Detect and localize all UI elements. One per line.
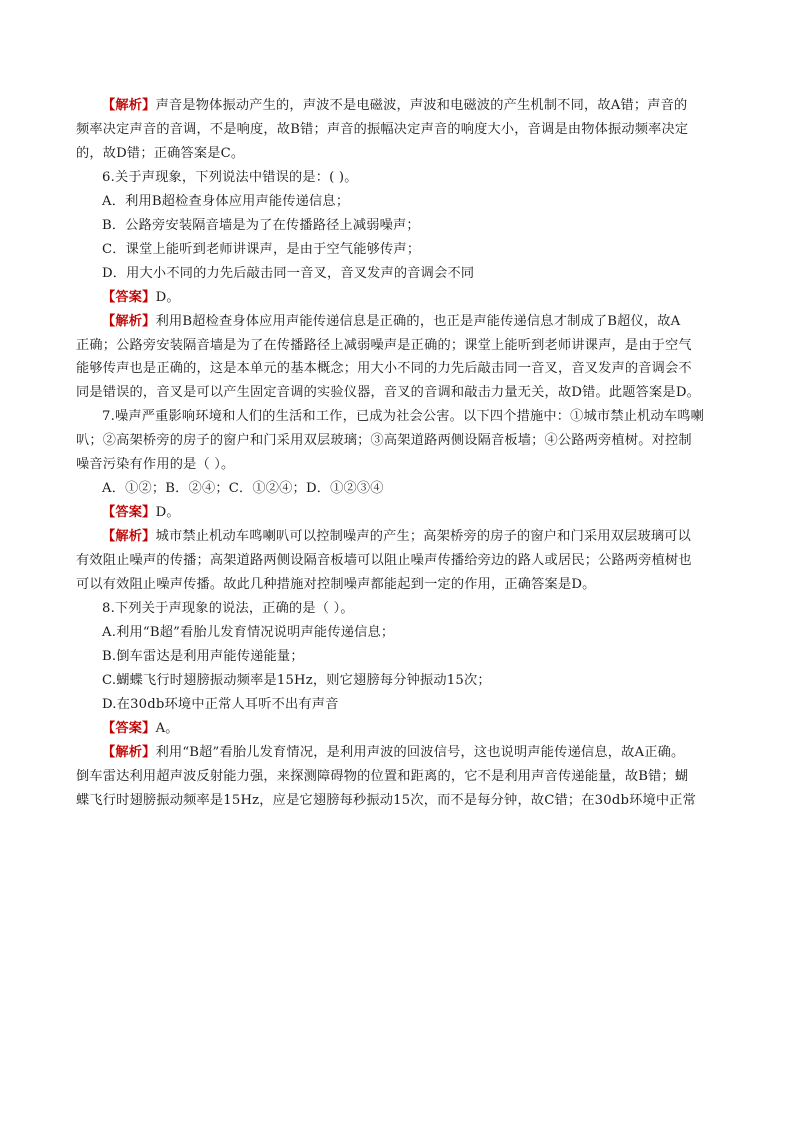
answer-tag: 【答案】 <box>102 505 156 521</box>
option-c: C．课堂上能听到老师讲课声，是由于空气能够传声； <box>102 241 421 257</box>
option-a: A.利用“B超”看胎儿发育情况说明声能传递信息； <box>102 624 395 640</box>
paragraph-line: 噪音污染有作用的是（ ）。 <box>76 457 235 473</box>
paragraph-line: 同是错误的，音叉是可以产生固定音调的实验仪器，音叉的音调和敲击力量无关，故D错。此题答案是D。 <box>76 385 700 401</box>
analysis-tag: 【解析】 <box>102 98 156 113</box>
analysis-tag: 【解析】 <box>102 313 156 329</box>
option-d: D．用大小不同的力先后敲击同一音叉，音叉发声的音调会不同 <box>102 265 475 281</box>
paragraph-line: 叭；②高架桥旁的房子的窗户和门采用双层玻璃；③高架道路两侧设隔音板墙；④公路两旁植树。对控制 <box>76 433 692 449</box>
paragraph-line: 能够传声也是正确的，这是本单元的基本概念；用大小不同的力先后敲击同一音叉，音叉发声的音调会不 <box>76 361 692 377</box>
answer-line: 【答案】D。 <box>102 505 180 521</box>
paragraph-line: 正确；公路旁安装隔音墙是为了在传播路径上减弱噪声是正确的；课堂上能听到老师讲课声，是由于空气 <box>76 337 692 353</box>
paragraph-line: 频率决定声音的音调，不是响度，故B错；声音的振幅决定声音的响度大小，音调是由物体振动频率决定 <box>76 121 689 137</box>
paragraph-line: 的，故D错；正确答案是C。 <box>76 145 245 161</box>
answer-tag: 【答案】 <box>102 289 156 305</box>
paragraph-line: 【解析】利用B超检查身体应用声能传递信息是正确的，也正是声能传递信息才制成了B超仪，故A <box>102 313 681 329</box>
answer-line: 【答案】D。 <box>102 289 180 305</box>
analysis-tag: 【解析】 <box>102 529 156 545</box>
answer-tag: 【答案】 <box>102 720 156 736</box>
paragraph-line: 【解析】利用“B超”看胎儿发育情况，是利用声波的回波信号，这也说明声能传递信息，故A正确。 <box>102 744 685 760</box>
answer-line: 【答案】A。 <box>102 720 179 736</box>
paragraph-line: 【解析】城市禁止机动车鸣喇叭可以控制噪声的产生；高架桥旁的房子的窗户和门采用双层玻璃可以 <box>102 529 692 545</box>
question-7-stem: 7.噪声严重影响环境和人们的生活和工作，已成为社会公害。以下四个措施中：①城市禁止机动车鸣喇 <box>102 409 705 425</box>
paragraph-line: 可以有效阻止噪声传播。故此几种措施对控制噪声都能起到一定的作用，正确答案是D。 <box>76 577 596 592</box>
option-c: C.蝴蝶飞行时翅膀振动频率是15Hz，则它翅膀每分钟振动15次； <box>102 672 491 688</box>
paragraph-line: 有效阻止噪声的传播；高架道路两侧设隔音板墙可以阻止噪声传播给旁边的路人或居民；公路两旁植树也 <box>76 553 692 569</box>
paragraph-line: 【解析】声音是物体振动产生的，声波不是电磁波，声波和电磁波的产生机制不同，故A错；声音的 <box>102 98 688 113</box>
paragraph-line: 倒车雷达利用超声波反射能力强，来探测障碍物的位置和距离的，它不是利用声音传递能量，故B错；蝴 <box>76 768 689 784</box>
option-b: B．公路旁安装隔音墙是为了在传播路径上减弱噪声； <box>102 217 420 233</box>
option-d: D.在30db环境中正常人耳听不出有声音 <box>102 696 339 712</box>
analysis-tag: 【解析】 <box>102 744 156 760</box>
option-b: B.倒车雷达是利用声能传递能量； <box>102 648 304 664</box>
question-6-stem: 6.关于声现象，下列说法中错误的是：( )。 <box>102 169 358 185</box>
paragraph-line: 蝶飞行时翅膀振动频率是15Hz，应是它翅膀每秒振动15次，而不是每分钟，故C错；在30db环境中正常 <box>76 792 697 808</box>
option-a: A．利用B超检查身体应用声能传递信息； <box>102 193 350 209</box>
question-8-stem: 8.下列关于声现象的说法，正确的是（ ）。 <box>102 600 354 616</box>
options-line: A．①②；B．②④；C．①②④；D．①②③④ <box>102 481 384 497</box>
